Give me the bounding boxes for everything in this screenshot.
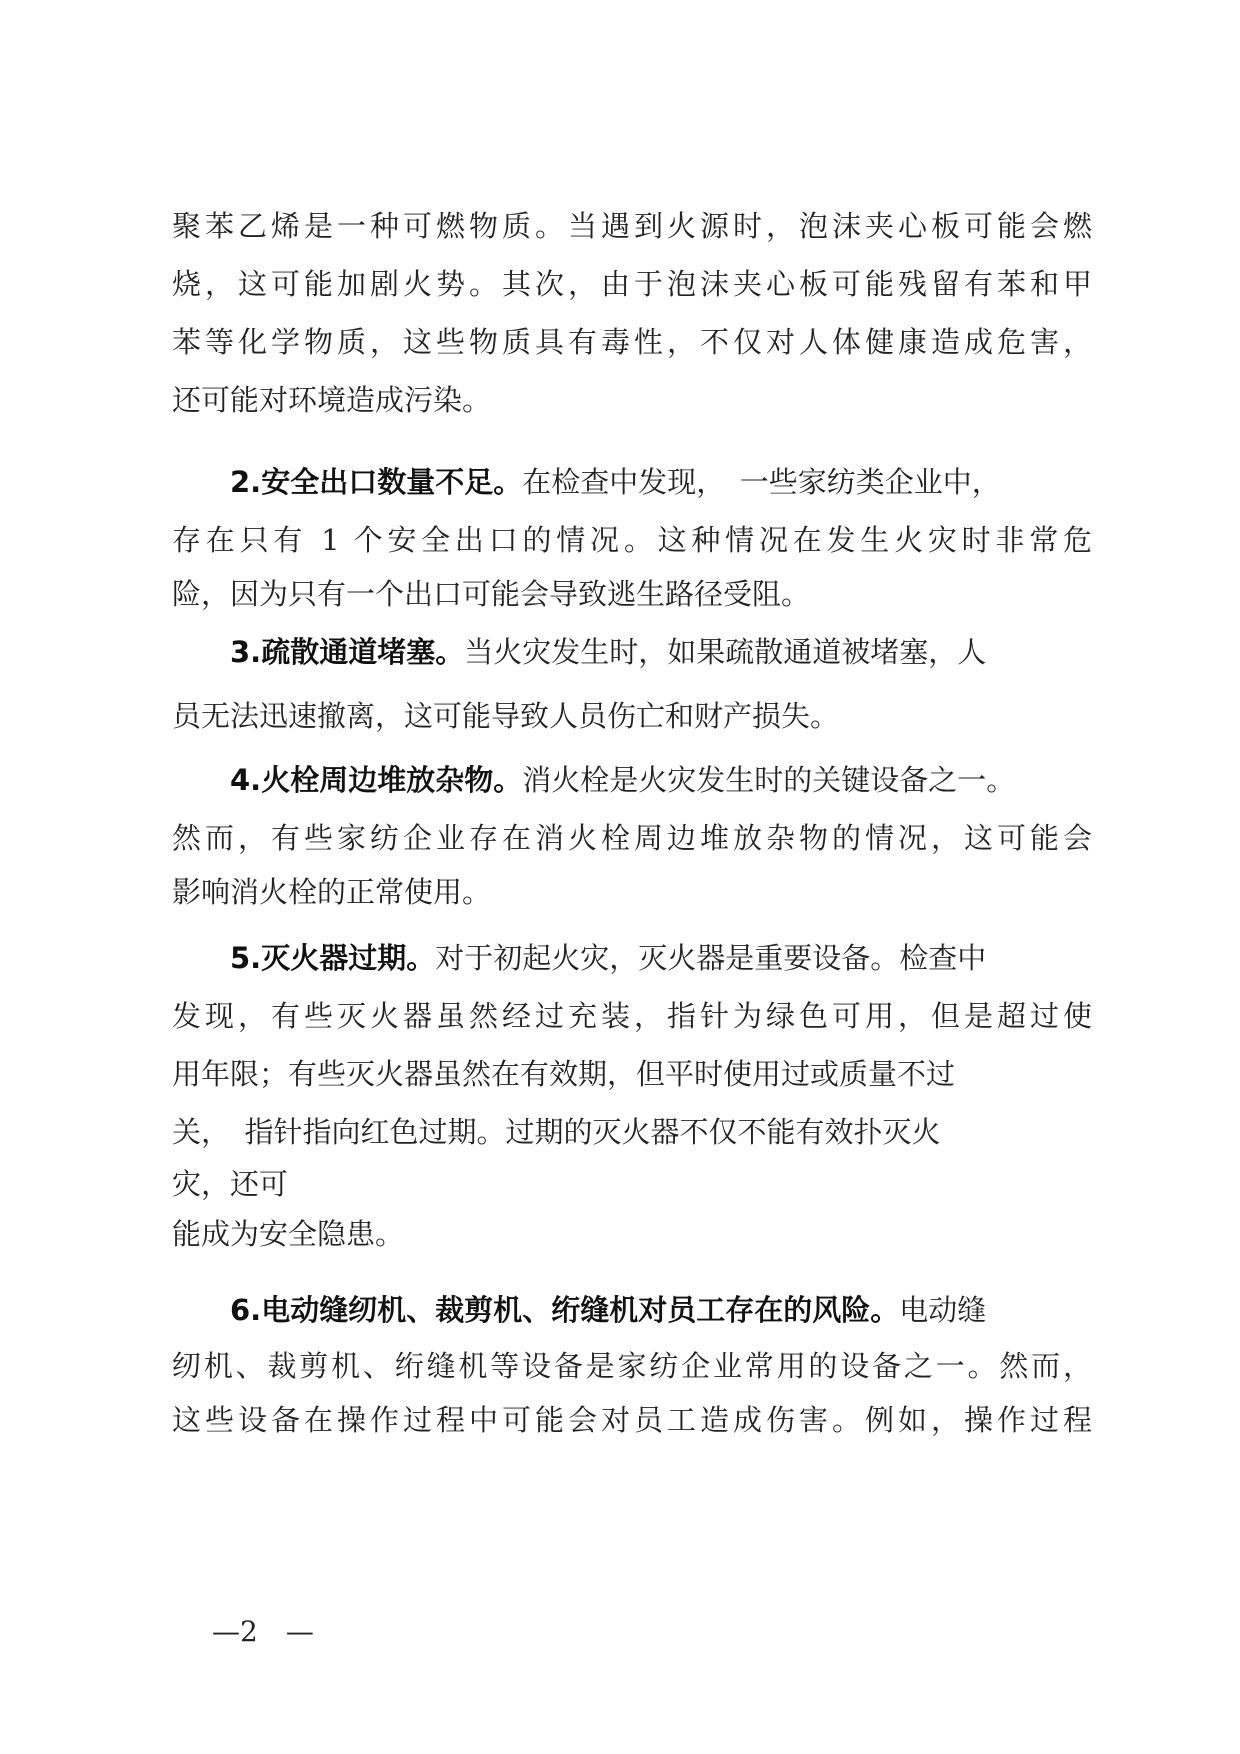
item-3-text: 当火灾发生时，如果疏散通道被堵塞，人 xyxy=(464,635,987,669)
item-6-text: 电动缝 xyxy=(899,1293,987,1327)
item-2-heading: 2.安全出口数量不足。 xyxy=(230,465,523,499)
item-4-first-line xyxy=(230,760,1092,800)
paragraph-line: 存在只有 1 个安全出口的情况。这种情况在发生火灾时非常危 xyxy=(172,523,1092,557)
item-5-heading: 5.灭火器过期。 xyxy=(230,941,436,975)
item-5-first-line xyxy=(230,938,1092,978)
paragraph-line: 灾，还可 xyxy=(172,1167,289,1201)
item-6-first-line xyxy=(230,1290,1092,1330)
paragraph-line: 险，因为只有一个出口可能会导致逃生路径受阻。 xyxy=(172,577,811,611)
paragraph-line: 用年限；有些灭火器虽然在有效期，但平时使用过或质量不过 xyxy=(172,1057,956,1091)
page-number: —2 — xyxy=(212,1615,314,1648)
paragraph-line: 能成为安全隐患。 xyxy=(172,1217,405,1251)
paragraph-line: 纫机、裁剪机、绗缝机等设备是家纺企业常用的设备之一。然而， xyxy=(172,1349,1092,1383)
paragraph-line: 这些设备在操作过程中可能会对员工造成伤害。例如，操作过程 xyxy=(172,1403,1092,1437)
item-3-heading: 3.疏散通道堵塞。 xyxy=(230,635,465,669)
paragraph-line: 苯等化学物质，这些物质具有毒性，不仅对人体健康造成危害， xyxy=(172,325,1092,359)
paragraph-line: 聚苯乙烯是一种可燃物质。当遇到火源时，泡沫夹心板可能会燃 xyxy=(172,209,1092,243)
item-4-heading: 4.火栓周边堆放杂物。 xyxy=(230,763,523,797)
paragraph-line: 还可能对环境造成污染。 xyxy=(172,383,492,417)
paragraph-line: 然而，有些家纺企业存在消火栓周边堆放杂物的情况，这可能会 xyxy=(172,821,1092,855)
paragraph-line: 关， 指针指向红色过期。过期的灭火器不仅不能有效扑灭火 xyxy=(172,1115,941,1149)
paragraph-line: 影响消火栓的正常使用。 xyxy=(172,875,492,909)
item-4-text: 消火栓是火灾发生时的关键设备之一。 xyxy=(522,763,1016,797)
paragraph-line: 烧，这可能加剧火势。其次，由于泡沫夹心板可能残留有苯和甲 xyxy=(172,267,1092,301)
item-2-text: 在检查中发现， 一些家纺类企业中， xyxy=(522,465,1001,499)
item-6-heading: 6.电动缝纫机、裁剪机、绗缝机对员工存在的风险。 xyxy=(230,1293,900,1327)
item-3-first-line xyxy=(230,632,1092,672)
paragraph-line: 员无法迅速撤离，这可能导致人员伤亡和财产损失。 xyxy=(172,699,840,733)
paragraph-line: 发现，有些灭火器虽然经过充装，指针为绿色可用，但是超过使 xyxy=(172,999,1092,1033)
item-5-text: 对于初起火灾，灭火器是重要设备。检查中 xyxy=(435,941,987,975)
item-2-first-line xyxy=(230,462,1092,502)
